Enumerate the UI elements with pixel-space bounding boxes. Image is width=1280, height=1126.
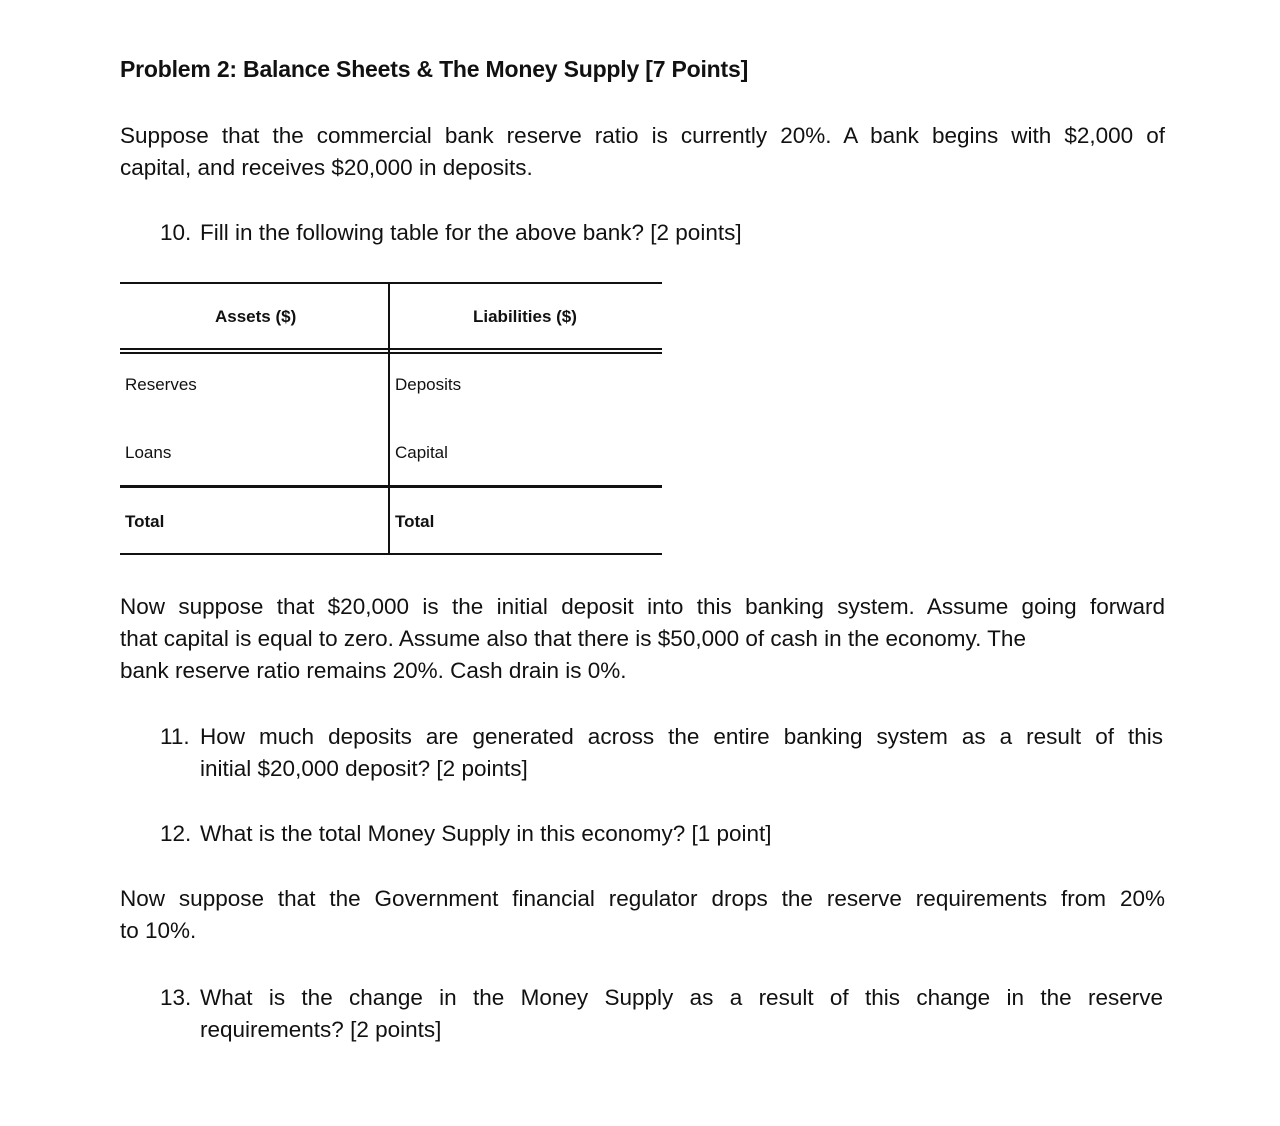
question-12-text: What is the total Money Supply in this economy? [1 point] <box>200 821 772 846</box>
intro-line-1: Suppose that the commercial bank reserve ratio is currently 20%. A bank begins with $2,000 of <box>120 123 1165 148</box>
scenario-3-line-2: to 10%. <box>120 918 197 943</box>
assets-header: Assets ($) <box>215 307 297 326</box>
assets-row-loans: Loans <box>125 443 172 462</box>
question-10-number: 10. <box>160 220 192 245</box>
liabilities-total: Total <box>395 512 435 531</box>
table-total-rule <box>120 485 662 488</box>
question-11-line-1: How much deposits are generated across the entire banking system as a result of this <box>200 724 1163 749</box>
intro-line-2: capital, and receives $20,000 in deposits. <box>120 155 533 180</box>
assets-row-reserves: Reserves <box>125 375 197 394</box>
question-13-line-2: requirements? [2 points] <box>200 1017 442 1042</box>
question-10 <box>160 217 1163 249</box>
intro-paragraph <box>120 120 1165 184</box>
question-12 <box>160 818 1163 850</box>
liabilities-row-capital: Capital <box>395 443 448 462</box>
liabilities-row-deposits: Deposits <box>395 375 462 394</box>
table-bottom-rule <box>120 553 662 555</box>
question-13-line-1: What is the change in the Money Supply as a result of this change in the reserve <box>200 985 1163 1010</box>
balance-sheet-table <box>120 282 662 555</box>
scenario-2-line-2: that capital is equal to zero. Assume also that there is $50,000 of cash in the economy. The <box>120 626 1026 651</box>
question-11-line-2: initial $20,000 deposit? [2 points] <box>200 756 528 781</box>
table-center-divider <box>388 282 390 554</box>
scenario-2-line-3: bank reserve ratio remains 20%. Cash drain is 0%. <box>120 658 627 683</box>
assets-total: Total <box>125 512 165 531</box>
table-top-rule <box>120 282 662 284</box>
question-13-number: 13. <box>160 985 192 1010</box>
scenario-2-paragraph <box>120 591 1165 687</box>
liabilities-header: Liabilities ($) <box>473 307 577 326</box>
question-12-number: 12. <box>160 821 192 846</box>
scenario-3-line-1: Now suppose that the Government financial regulator drops the reserve requirements from 20% <box>120 886 1165 911</box>
question-11 <box>160 721 1163 785</box>
problem-title: Problem 2: Balance Sheets & The Money Supply [7 Points] <box>120 56 749 82</box>
table-header-rule-2 <box>120 352 662 354</box>
table-header-rule-1 <box>120 348 662 350</box>
question-11-number: 11. <box>160 724 190 749</box>
scenario-2-line-1: Now suppose that $20,000 is the initial deposit into this banking system. Assume going forward <box>120 594 1165 619</box>
question-10-text: Fill in the following table for the above bank? [2 points] <box>200 220 742 245</box>
question-13 <box>160 982 1163 1046</box>
scenario-3-paragraph <box>120 883 1165 947</box>
